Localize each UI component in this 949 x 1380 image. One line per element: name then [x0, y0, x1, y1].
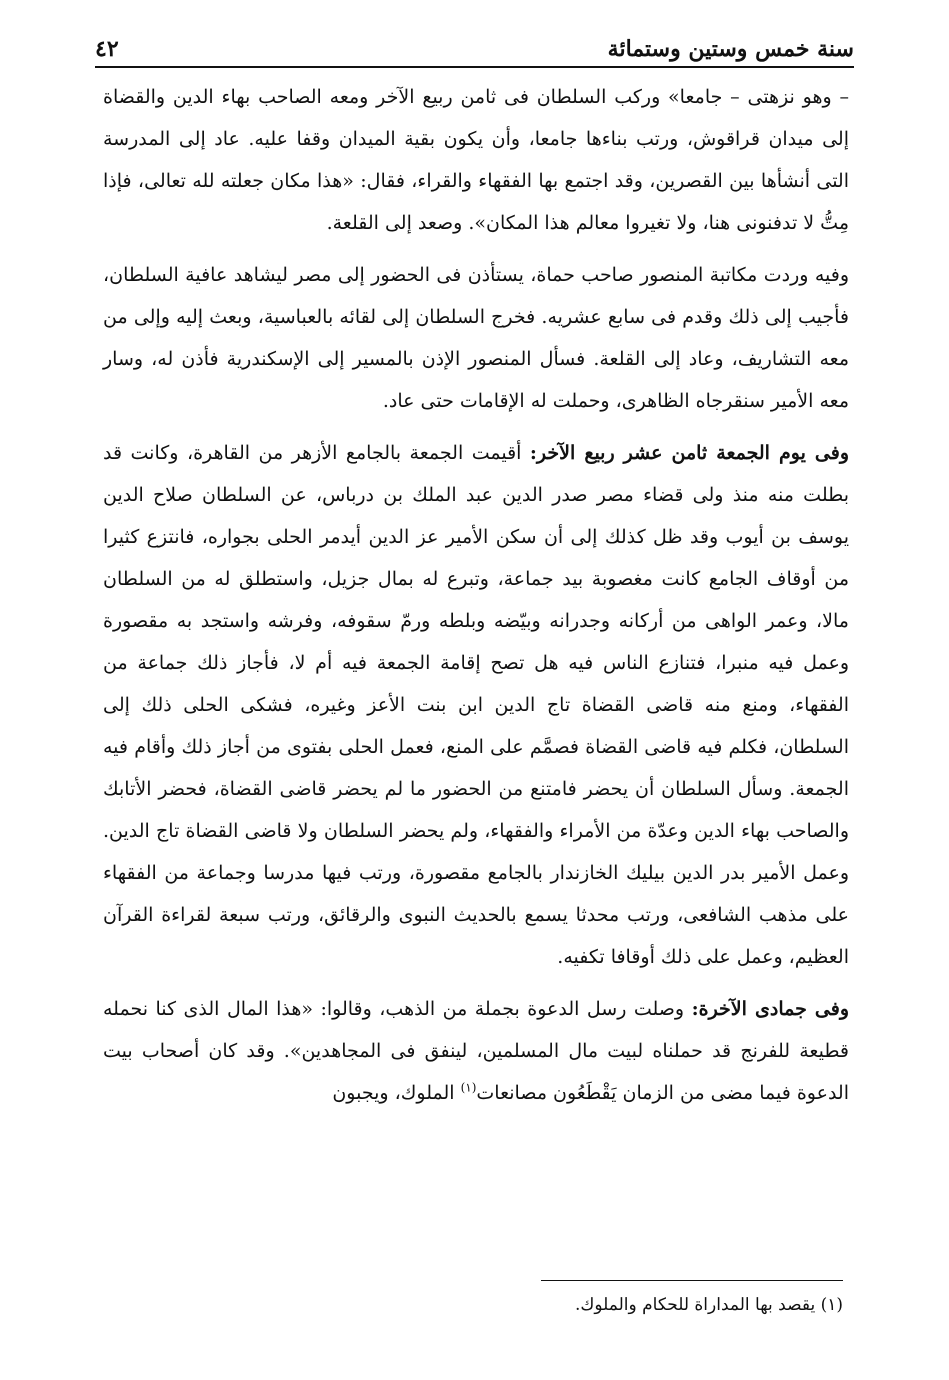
footnote-divider — [541, 1280, 843, 1281]
paragraph — [103, 988, 849, 1114]
footnote-ref: (١) — [460, 1080, 477, 1095]
paragraph — [103, 254, 849, 422]
paragraph-text: أقيمت الجمعة بالجامع الأزهر من القاهرة، وكانت قد بطلت منه منذ ولى قضاء مصر صدر الدين عبد الملك بن درباس، عن السلطان صلاح الدين يوسف بن أيوب وقد ظل كذلك إلى أن سكن الأمير عز الدين أيدمر الحلى بجواره، فانتزع كثيرا من أوقاف الجامع كانت مغصوبة بيد جماعة، وتبرع له بمال جزيل، واستطلق له من السلطان مالا، وعمر الواهى من أركانه وجدرانه وبيّضه وبلطه ورمّ سقوفه، وفرشه واستجد به مقصورة وعمل فيه منبرا، فتنازع الناس فيه هل تصح إقامة الجمعة فيه أم لا، فأجاز ذلك جماعة من الفقهاء، ومنع منه قاضى القضاة تاج الدين ابن بنت الأعز وغيره، فشكى الحلى ذلك إلى السلطان، فكلم فيه قاضى القضاة فصمَّم على المنع، فعمل الحلى بفتوى من أجاز ذلك وأقام فيه الجمعة. وسأل السلطان أن يحضر فامتنع من الحضور ما لم يحضر قاضى القضاة، فحضر الأتابك والصاحب بهاء الدين وعدّة من الأمراء والفقهاء، ولم يحضر السلطان ولا قاضى القضاة تاج الدين. وعمل الأمير بدر الدين بيليك الخازندار بالجامع مقصورة، ورتب فيها مدرسا وجماعة من الفقهاء على مذهب الشافعى، ورتب محدثا يسمع بالحديث النبوى والرقائق، ورتب سبعة لقراءة القرآن العظيم، وعمل على ذلك أوقافا تكفيه. — [103, 442, 849, 968]
paragraph — [103, 432, 849, 978]
page-header — [95, 30, 854, 68]
paragraph-heading: وفى جمادى الآخرة: — [691, 998, 849, 1020]
paragraph-heading: وفى يوم الجمعة ثامن عشر ربيع الآخر: — [529, 442, 849, 464]
main-text — [103, 76, 849, 1124]
page-number: ٤٢ — [95, 35, 119, 62]
paragraph-text: وفيه وردت مكاتبة المنصور صاحب حماة، يستأذن فى الحضور إلى مصر ليشاهد عافية السلطان، فأجيب إلى ذلك وقدم فى سابع عشريه. فخرج السلطان إلى لقائه بالعباسية، وبعث إليه وإلى من معه التشاريف، وعاد إلى القلعة. فسأل المنصور الإذن بالمسير إلى الإسكندرية فأذن له، وسار معه الأمير سنقرجاه الظاهرى، وحملت له الإقامات حتى عاد. — [103, 264, 849, 412]
running-head: سنة خمس وستين وستمائة — [607, 35, 854, 62]
footnote: (١) يقصد بها المداراة للحكام والملوك. — [574, 1295, 843, 1315]
paragraph-text: – وهو نزهتى – جامعا» وركب السلطان فى ثامن ربيع الآخر ومعه الصاحب بهاء الدين والقضاة إلى ميدان قراقوش، ورتب بناءها جامعا، وأن يكون بقية الميدان وقفا عليه. عاد إلى المدرسة التى أنشأها بين القصرين، وقد اجتمع بها الفقهاء والقراء، فقال: «هذا مكان جعلته لله تعالى، فإذا مِتُّ لا تدفنونى هنا، ولا تغيروا معالم هذا المكان». وصعد إلى القلعة. — [103, 86, 849, 234]
paragraph-text: وصلت رسل الدعوة بجملة من الذهب، وقالوا: «هذا المال الذى كنا نحمله قطيعة للفرنج قد حملناه لبيت مال المسلمين، لينفق فى المجاهدين». وقد كان أصحاب بيت الدعوة فيما مضى من الزمان يَقْطَعُون مصانعات — [103, 998, 849, 1104]
paragraph — [103, 76, 849, 244]
paragraph-text-tail: الملوك، ويجبون — [332, 1082, 461, 1104]
